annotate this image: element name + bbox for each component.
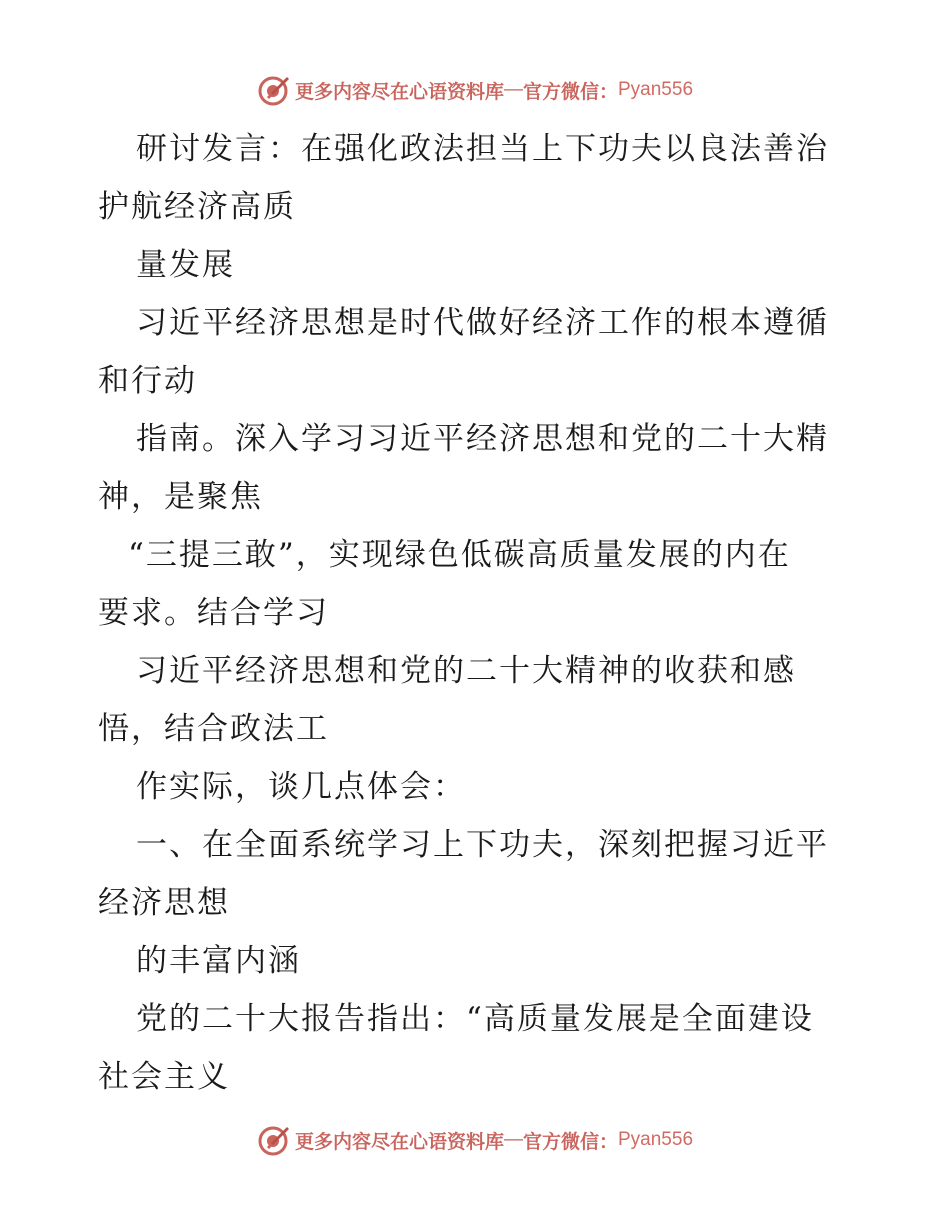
watermark-main-text: 更多内容尽在心语资料库 [294,81,504,103]
watermark-wechat-id: Pyan556 [618,79,694,100]
text-line: 量发展 [136,247,235,283]
text-line: 指南。深入学习习近平经济思想和党的二十大精 [136,421,829,457]
text-line: 护航经济高质 [98,189,296,225]
footer-watermark [0,1120,950,1160]
document-body [98,120,858,1106]
section-heading: 一、在全面系统学习上下功夫，深刻把握习近平 [136,827,829,863]
watermark-main-text: 更多内容尽在心语资料库 [294,1131,504,1153]
watermark-dash: — [503,79,523,100]
text-line: 悟，结合政法工 [98,711,329,747]
watermark-sub-text: 官方微信： [522,81,618,103]
text-line: 要求。结合学习 [98,595,329,631]
text-line: 的丰富内涵 [136,943,301,979]
text-line: 和行动 [98,363,197,399]
text-line: 社会主义 [98,1059,230,1095]
text-line: 作实际，谈几点体会： [136,769,466,805]
text-line: “三提三敢”，实现绿色低碳高质量发展的内在 [128,537,791,573]
text-line: 习近平经济思想是时代做好经济工作的根本遵循 [136,305,829,341]
header-watermark [0,70,950,110]
watermark-sub-text: 官方微信： [522,1131,618,1153]
text-line: 研讨发言：在强化政法担当上下功夫以良法善治 [136,131,829,167]
pen-logo-icon [257,73,291,107]
text-line: 党的二十大报告指出：“高质量发展是全面建设 [136,1001,814,1037]
text-line: 神，是聚焦 [98,479,263,515]
watermark-dash: — [503,1129,523,1150]
text-line: 经济思想 [98,885,230,921]
pen-logo-icon [257,1123,291,1157]
watermark-wechat-id: Pyan556 [618,1129,694,1150]
text-line: 习近平经济思想和党的二十大精神的收获和感 [136,653,796,689]
